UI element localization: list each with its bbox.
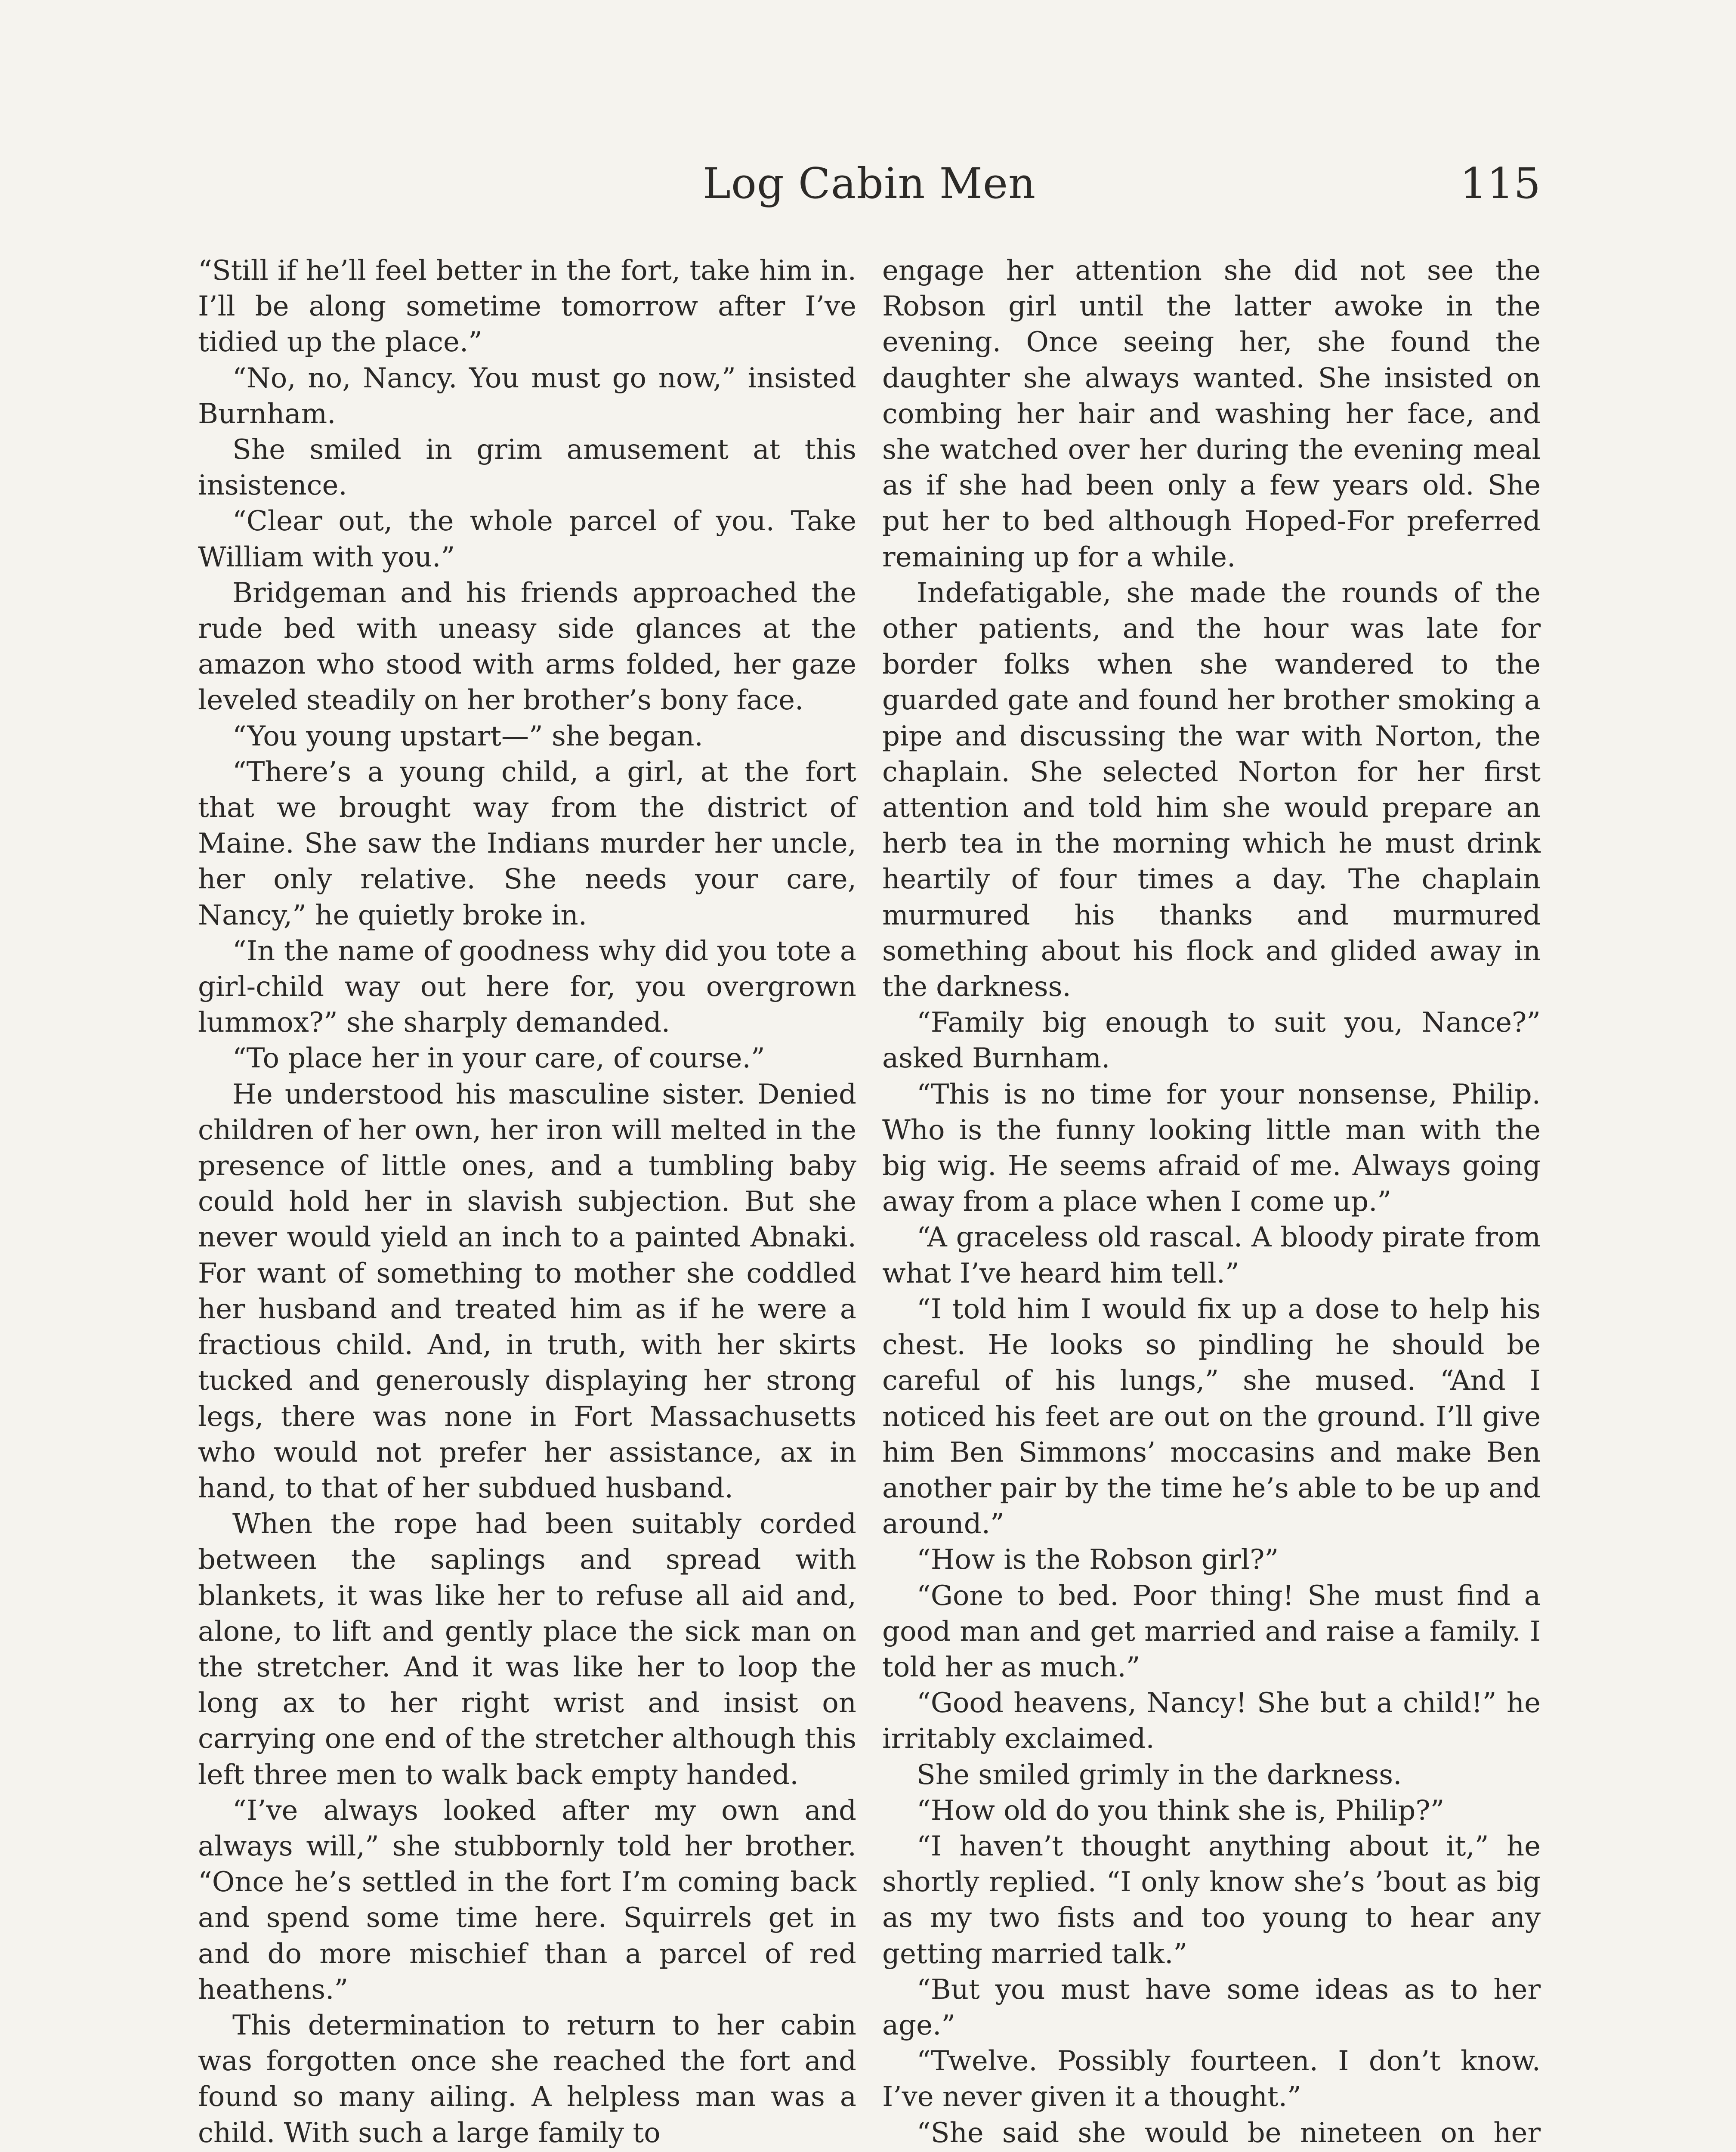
paragraph: “Still if he’ll feel better in the fort, take him in. I’ll be along sometime tomorrow after I’ve tidied up the place.” [198,255,856,359]
paragraph: “A graceless old rascal. A bloody pirate from what I’ve heard him tell.” [882,1221,1541,1289]
paragraph: “She said she would be nineteen on her [917,2117,1541,2149]
paragraph: He understood his masculine sister. Denied children of her own, her iron will melted in the presence of little ones, and a tumbling baby could hold her in slavish subjection. But she never would yield an inch to a painted Abnaki. For want of something to mother she coddled her husband and treated him as if he were a fractious child. And, in truth, with her skirts tucked and generously displaying her strong legs, there was none in Fort Massachusetts who would not prefer her assistance, ax in hand, to that of her subdued husband. [198,1078,856,1504]
paragraph: This determination to return to her cabin was forgotten once she reached the fort and found so many ailing. A helpless man was a child. With such a large family to [198,2009,856,2149]
paragraph: She smiled grimly in the darkness. [917,1759,1402,1791]
paragraph: “I’ve always looked after my own and always will,” she stubbornly told her brother. “Once he’s settled in the fort I’m coming back and spend some time here. Squirrels get in and do more mischief than a parcel of red heathens.” [198,1794,856,2006]
text-columns [198,253,1541,2152]
paragraph: “No, no, Nancy. You must go now,” insisted Burnham. [198,362,856,430]
paragraph: “There’s a young child, a girl, at the fort that we brought way from the district of Maine. She saw the Indians murder her uncle, her only relative. She needs your care, Nancy,” he quietly broke in. [198,756,856,931]
paragraph: “In the name of goodness why did you tote a girl-child way out here for, you overgrown lummox?” she sharply demanded. [198,935,856,1039]
paragraph: “Gone to bed. Poor thing! She must find a good man and get married and raise a family. I told her as much.” [882,1580,1541,1683]
paragraph: When the rope had been suitably corded between the saplings and spread with blankets, it was like her to refuse all aid and, alone, to lift and gently place the sick man on the stretcher. And it was like her to loop the long ax to her right wrist and insist on carrying one end of the stretcher although this left three men to walk back empty handed. [198,1508,856,1791]
paragraph: “How is the Robson girl?” [917,1544,1279,1576]
paragraph: “Twelve. Possibly fourteen. I don’t know. I’ve never given it a thought.” [882,2045,1541,2113]
paragraph: “You young upstart—” she began. [232,720,703,752]
running-title: Log Cabin Men [702,159,1036,208]
paragraph: engage her attention she did not see the Robson girl until the latter awoke in the evening. Once seeing her, she found the daughter she always wanted. She insisted on combing her hair and washing her face, and she watched over her during the evening meal as if she had been only a few years old. She put her to bed although Hoped-For preferred remaining up for a while. [882,255,1541,573]
paragraph: Indefatigable, she made the rounds of the other patients, and the hour was late for border folks when she wandered to the guarded gate and found her brother smoking a pipe and discussing the war with Norton, the chaplain. She selected Norton for her first attention and told him she would prepare an herb tea in the morning which he must drink heartily of four times a day. The chaplain murmured his thanks and murmured something about his flock and glided away in the darkness. [882,577,1541,1003]
right-column [882,253,1541,2152]
running-header [198,159,1541,220]
paragraph: “This is no time for your nonsense, Philip. Who is the funny looking little man with the big wig. He seems afraid of me. Always going away from a place when I come up.” [882,1078,1541,1218]
paragraph: She smiled in grim amusement at this insistence. [198,434,856,502]
paragraph: “I haven’t thought anything about it,” he shortly replied. “I only know she’s ’bout as big as my two fists and too young to hear any getting married talk.” [882,1830,1541,1970]
paragraph: “But you must have some ideas as to her age.” [882,1973,1541,2041]
paragraph: “How old do you think she is, Philip?” [917,1794,1445,1827]
paragraph: Bridgeman and his friends approached the rude bed with uneasy side glances at the amazon who stood with arms folded, her gaze leveled steadily on her brother’s bony face. [198,577,856,717]
paragraph: “Clear out, the whole parcel of you. Take William with you.” [198,505,856,573]
paragraph: “I told him I would fix up a dose to help his chest. He looks so pindling he should be careful of his lungs,” she mused. “And I noticed his feet are out on the ground. I’ll give him Ben Simmons’ moccasins and make Ben another pair by the time he’s able to be up and around.” [882,1293,1541,1540]
paragraph: “Good heavens, Nancy! She but a child!” he irritably exclaimed. [882,1687,1541,1755]
paragraph: “To place her in your care, of course.” [232,1042,765,1075]
page-number: 115 [1460,159,1541,208]
paragraph: “Family big enough to suit you, Nance?” asked Burnham. [882,1007,1541,1075]
left-column [198,253,856,2152]
